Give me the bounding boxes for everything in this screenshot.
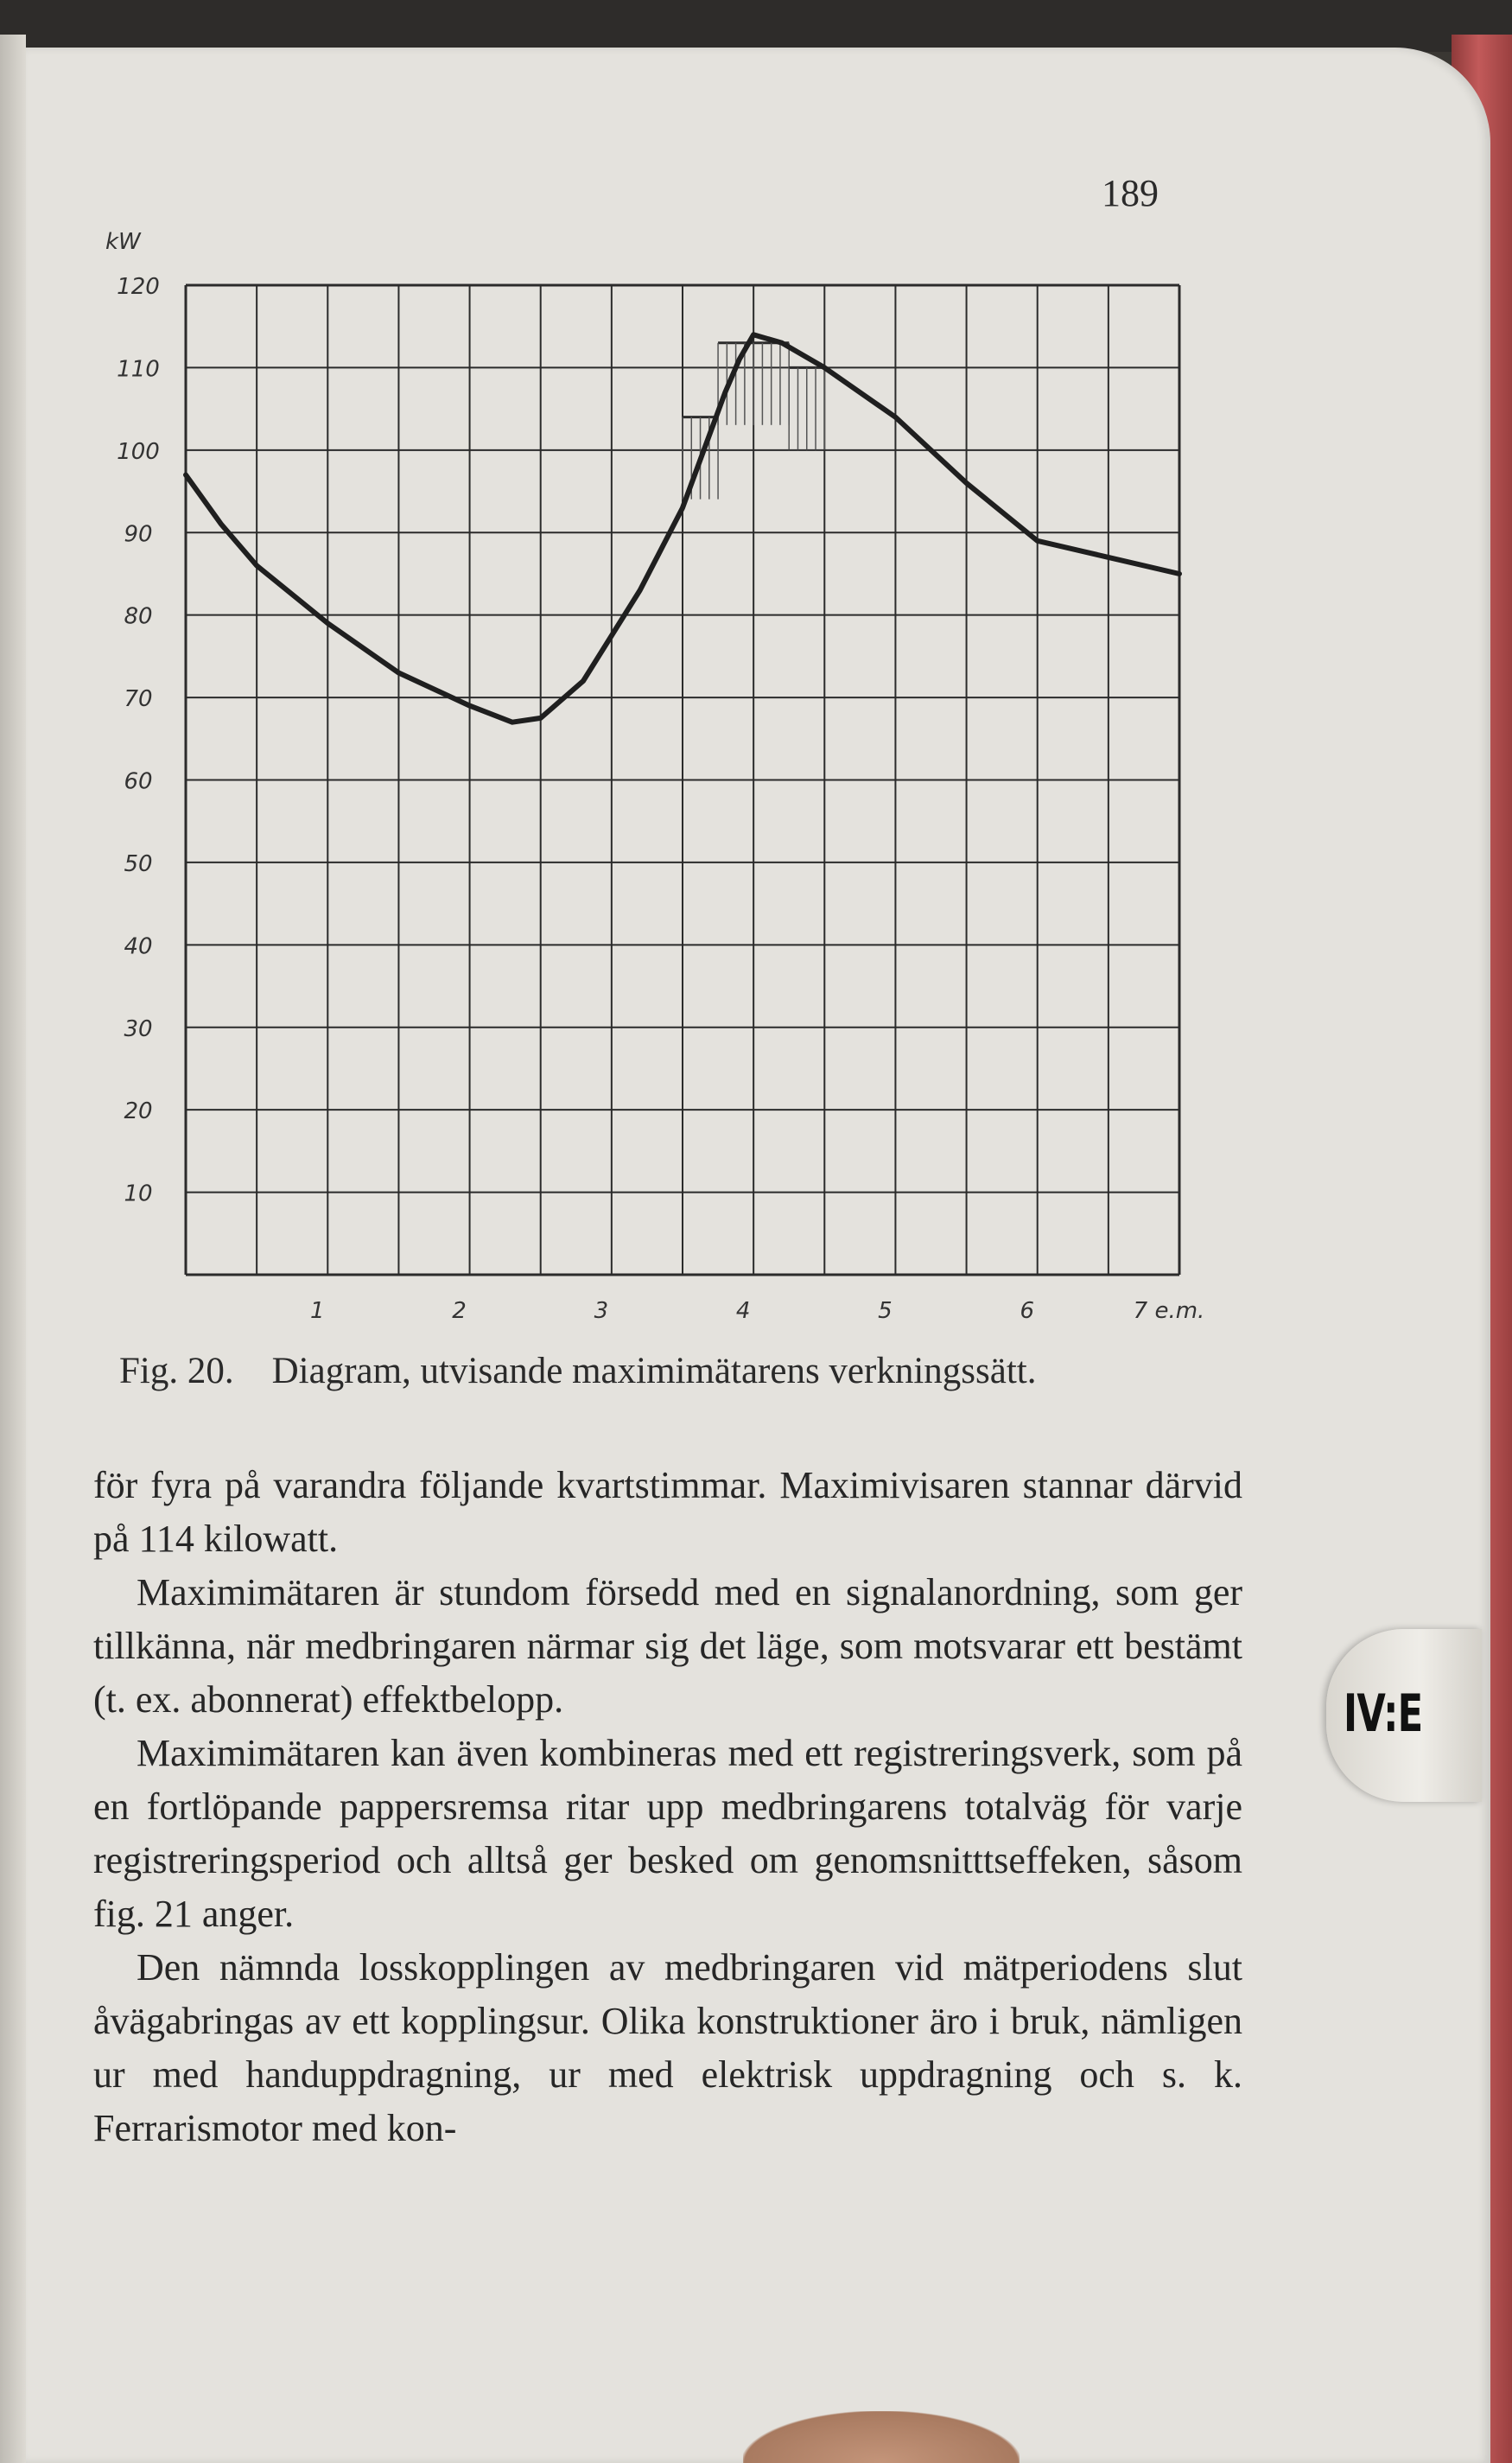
y-tick-label: 70 xyxy=(124,686,153,713)
x-tick-label: 2 xyxy=(452,1298,467,1324)
x-tick-label: 1 xyxy=(310,1298,325,1324)
y-tick-label: 90 xyxy=(124,521,153,548)
y-tick-label: 100 xyxy=(117,438,160,465)
y-tick-label: 10 xyxy=(124,1181,153,1207)
thumb-index-label: IV:E xyxy=(1344,1683,1423,1744)
caption-text: Diagram, utvisande maximimätarens verkningssätt. xyxy=(271,1351,1037,1391)
paragraph: Maximimätaren är stundom försedd med en signalanordning, som ger tillkänna, när medbringaren närmar sig det läge, som motsvarar ett bestämt (t. ex. abonnerat) effektbelopp. xyxy=(93,1571,1242,1721)
body-text xyxy=(93,1459,1242,2155)
y-axis-label: kW xyxy=(105,229,141,255)
y-axis-ticks xyxy=(117,274,160,1207)
x-tick-label: 3 xyxy=(594,1298,609,1324)
y-tick-label: 40 xyxy=(124,933,153,960)
x-tick-label: 6 xyxy=(1020,1298,1034,1324)
holding-thumb xyxy=(743,2411,1020,2463)
paragraph: för fyra på varandra följande kvartstimmar. Maximivisaren stannar därvid på 114 kilowatt. xyxy=(93,1464,1242,1560)
x-tick-label: 5 xyxy=(878,1298,893,1324)
paragraph: Den nämnda losskopplingen av medbringaren vid mätperiodens slut åvägabringas av ett kopplingsur. Olika konstruktioner äro i bruk, nämligen ur med handuppdragning, ur med elektrisk uppdragning och s. k. Ferrarismotor med kon- xyxy=(93,1946,1242,2149)
y-tick-label: 80 xyxy=(124,603,153,630)
paragraph: Maximimätaren kan även kombineras med ett registreringsverk, som på en fortlöpande pappersremsa ritar upp medbringarens totalväg för varje registreringsperiod och alltså ger besked om genomsnitttseffeken, såsom fig. 21 anger. xyxy=(93,1732,1242,1935)
figure-caption xyxy=(119,1350,1242,1392)
y-tick-label: 120 xyxy=(117,274,160,300)
y-tick-label: 60 xyxy=(124,768,153,795)
y-tick-label: 110 xyxy=(117,356,160,383)
x-tick-label: 7 e.m. xyxy=(1133,1298,1205,1324)
y-tick-label: 50 xyxy=(124,850,153,877)
y-tick-label: 20 xyxy=(124,1098,153,1125)
y-tick-label: 30 xyxy=(124,1015,153,1042)
x-tick-label: 4 xyxy=(735,1298,751,1324)
caption-label: Fig. 20. xyxy=(119,1351,234,1391)
page-number: 189 xyxy=(1102,172,1159,214)
x-axis-ticks xyxy=(310,1298,1204,1324)
